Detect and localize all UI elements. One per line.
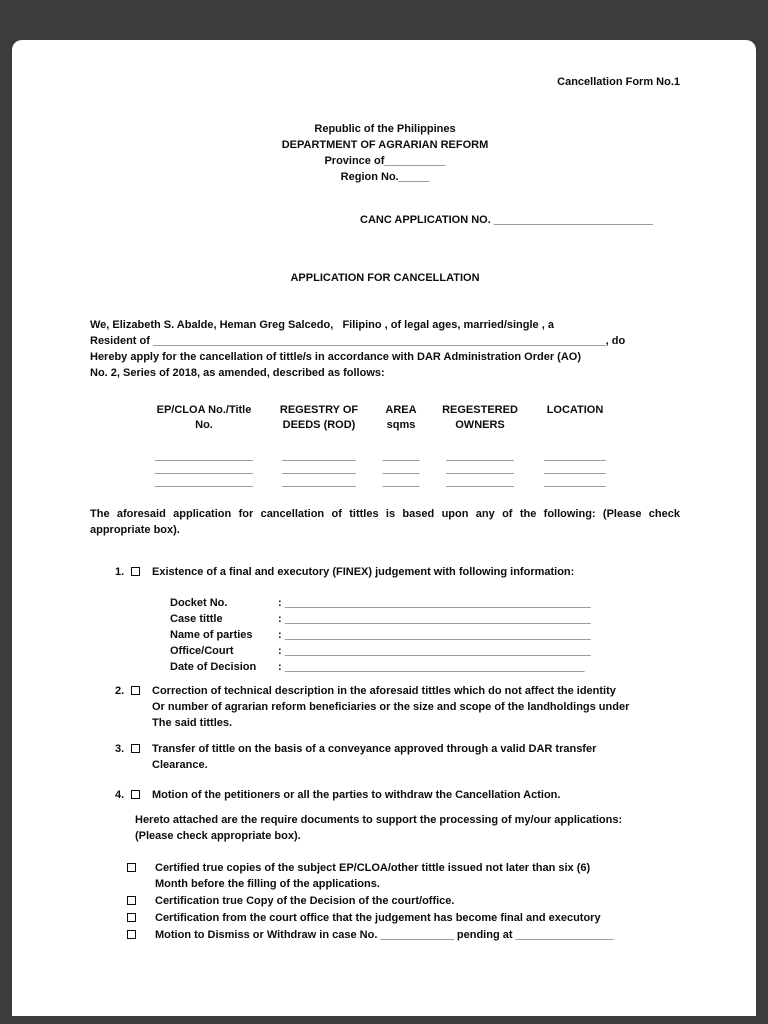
attachment-text-line: Certified true copies of the subject EP/CLOA/other tittle issued not later than six (6) (155, 862, 591, 874)
titles-table-header (148, 403, 680, 433)
attachment-text (155, 910, 601, 926)
intro-paragraph (90, 317, 680, 381)
blank-field: ________________ (155, 463, 253, 475)
field-label: Docket No. (170, 597, 228, 609)
checkbox-technical-correction[interactable] (131, 686, 140, 695)
checkbox-certification-final-executory[interactable] (127, 913, 136, 922)
letterhead-region-blank: Region No._____ (340, 171, 430, 183)
blank-field: ___________ (446, 476, 514, 488)
field-label: Date of Decision (170, 661, 257, 673)
attachments-checklist (90, 860, 680, 943)
checkbox-motion-dismiss-withdraw[interactable] (127, 930, 136, 939)
option-item-finex (90, 564, 680, 580)
field-blank: : __________________________________________________ (278, 597, 591, 609)
field-row-name-of-parties (170, 627, 680, 643)
blank-field: ________________ (155, 450, 253, 462)
table-blank-row (148, 450, 680, 463)
item-number: 2. (115, 685, 125, 697)
item-number: 3. (115, 743, 125, 755)
basis-paragraph (90, 506, 680, 538)
item-number: 1. (115, 566, 125, 578)
field-blank: : _________________________________________________ (278, 661, 585, 673)
basis-line: appropriate box). (90, 524, 180, 536)
attachment-item (90, 910, 680, 926)
col-header-registered-owners (436, 403, 524, 433)
item-text-line: The said tittles. (152, 717, 233, 729)
blank-field: ____________ (282, 450, 356, 462)
checkbox-certified-true-copies[interactable] (127, 863, 136, 872)
intro-line: No. 2, Series of 2018, as amended, described as follows: (90, 367, 385, 379)
attachment-text-line: Certification from the court office that the judgement has become final and executory (155, 912, 601, 924)
letterhead-republic-line: Republic of the Philippines (314, 123, 456, 135)
letterhead-province-blank: Province of__________ (324, 155, 446, 167)
blank-field: ______ (382, 450, 420, 462)
attachment-item (90, 893, 680, 909)
col-header-line: REGESTERED (442, 404, 518, 416)
hereto-paragraph (135, 812, 680, 844)
blank-field: ______ (382, 463, 420, 475)
intro-resident-blank: Resident of __________________________________________________________________________, do (90, 335, 626, 347)
col-header-line: sqms (386, 419, 416, 431)
option-item-correction (90, 683, 680, 731)
attachment-text-line: Motion to Dismiss or Withdraw in case No. ____________ pending at ________________ (155, 929, 614, 941)
canc-application-no-blank: CANC APPLICATION NO. __________________________ (360, 214, 653, 226)
field-label: Name of parties (170, 629, 253, 641)
attachment-text (155, 860, 590, 892)
item-text (152, 787, 560, 803)
item-number: 4. (115, 789, 125, 801)
col-header-location (536, 403, 614, 433)
attachment-item (90, 927, 680, 943)
basis-line: The aforesaid application for cancellation of tittles is based upon any of the following: (Please check (90, 508, 680, 520)
table-blank-row (148, 463, 680, 476)
checkbox-finex-judgement[interactable] (131, 567, 140, 576)
blank-field: __________ (544, 450, 606, 462)
letterhead-department-line: DEPARTMENT OF AGRARIAN REFORM (281, 139, 489, 151)
item-text-line: Correction of technical description in the aforesaid tittles which do not affect the identity (152, 685, 616, 697)
field-blank: : __________________________________________________ (278, 613, 591, 625)
item-text (152, 683, 629, 731)
col-header-line: AREA (385, 404, 417, 416)
col-header-line: DEEDS (ROD) (282, 419, 356, 431)
field-row-office-court (170, 643, 680, 659)
option-item-transfer (90, 741, 680, 773)
attachment-text (155, 927, 613, 943)
checkbox-transfer-clearance[interactable] (131, 744, 140, 753)
item-text (152, 741, 596, 773)
item-text-line: Existence of a final and executory (FINEX) judgement with following information: (152, 566, 575, 578)
hereto-line: (Please check appropriate box). (135, 830, 301, 842)
blank-field: ________________ (155, 476, 253, 488)
table-blank-row (148, 476, 680, 489)
blank-field: ____________ (282, 463, 356, 475)
document-title: APPLICATION FOR CANCELLATION (290, 272, 480, 284)
blank-field: ___________ (446, 450, 514, 462)
col-header-ep-cloa-no (148, 403, 260, 433)
hereto-line: Hereto attached are the require documents to support the processing of my/our applications: (135, 814, 623, 826)
field-label: Office/Court (170, 645, 234, 657)
intro-line: We, Elizabeth S. Abalde, Heman Greg Salcedo, Filipino , of legal ages, married/single , a (90, 319, 554, 331)
titles-table-rows (148, 450, 680, 489)
item-text-line: Clearance. (152, 759, 208, 771)
col-header-line: OWNERS (455, 419, 505, 431)
blank-field: __________ (544, 463, 606, 475)
field-blank: : __________________________________________________ (278, 629, 591, 641)
letterhead (90, 121, 680, 185)
intro-line: Hereby apply for the cancellation of tittle/s in accordance with DAR Administration Order (AO) (90, 351, 582, 363)
attachment-text (155, 893, 454, 909)
checkbox-withdraw-motion[interactable] (131, 790, 140, 799)
field-row-date-of-decision (170, 659, 680, 675)
col-header-registry-of-deeds (272, 403, 366, 433)
document-page (12, 40, 756, 1016)
finex-fields (170, 595, 680, 675)
item-text-line: Or number of agrarian reform beneficiaries or the size and scope of the landholdings under (152, 701, 630, 713)
field-blank: : __________________________________________________ (278, 645, 591, 657)
checkbox-certification-decision-copy[interactable] (127, 896, 136, 905)
form-number: Cancellation Form No.1 (557, 76, 680, 88)
item-text (152, 564, 574, 580)
col-header-line: LOCATION (546, 404, 604, 416)
attachment-text-line: Certification true Copy of the Decision of the court/office. (155, 895, 455, 907)
field-row-case-title (170, 611, 680, 627)
item-text-line: Motion of the petitioners or all the parties to withdraw the Cancellation Action. (152, 789, 561, 801)
attachment-text-line: Month before the filling of the applications. (155, 878, 380, 890)
option-item-withdraw (90, 787, 680, 803)
blank-field: ____________ (282, 476, 356, 488)
col-header-area-sqms (378, 403, 424, 433)
blank-field: ______ (382, 476, 420, 488)
blank-field: ___________ (446, 463, 514, 475)
blank-field: __________ (544, 476, 606, 488)
field-row-docket-no (170, 595, 680, 611)
attachment-item (90, 860, 680, 892)
col-header-line: REGESTRY OF (279, 404, 359, 416)
col-header-line: EP/CLOA No./Title (156, 404, 252, 416)
field-label: Case tittle (170, 613, 223, 625)
item-text-line: Transfer of tittle on the basis of a conveyance approved through a valid DAR transfer (152, 743, 597, 755)
col-header-line: No. (195, 419, 213, 431)
